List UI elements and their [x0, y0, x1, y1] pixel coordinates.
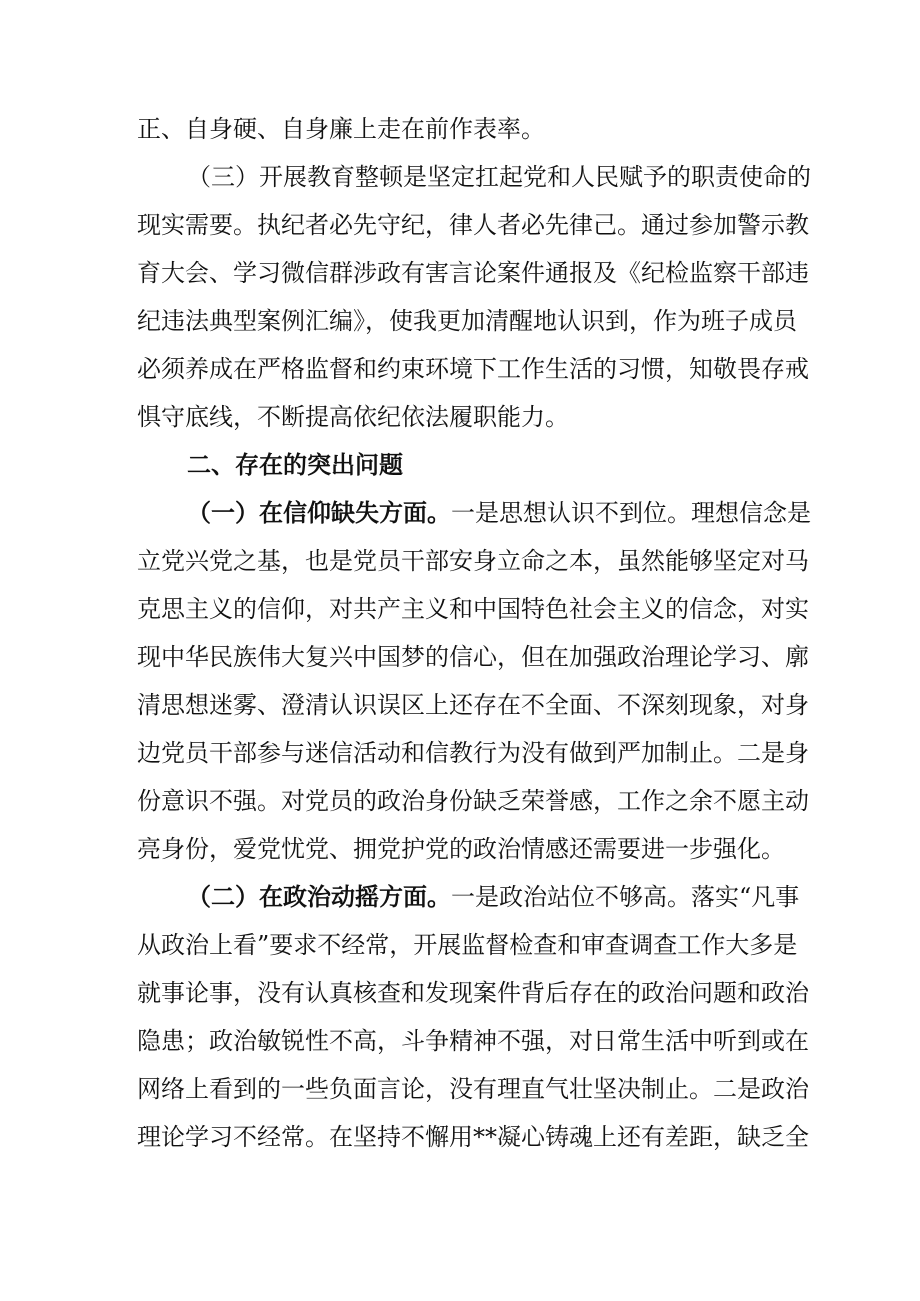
subsection-first-line	[137, 873, 800, 921]
subsection-first-line-text: 一是政治站位不够高。落实“凡事	[451, 883, 800, 911]
paragraph-line: （三）开展教育整顿是坚定扛起党和人民赋予的职责使命的	[187, 163, 811, 191]
paragraph-line: 就事论事，没有认真核查和发现案件背后存在的政治问题和政治	[137, 979, 809, 1007]
paragraph-line: 现实需要。执纪者必先守纪，律人者必先律己。通过参加警示教	[137, 211, 809, 239]
paragraph-line: 克思主义的信仰，对共产主义和中国特色社会主义的信念，对实	[137, 595, 809, 623]
paragraph-line: 纪违法典型案例汇编》，使我更加清醒地认识到，作为班子成员	[137, 307, 797, 335]
paragraph-line: 份意识不强。对党员的政治身份缺乏荣誉感，工作之余不愿主动	[137, 787, 809, 815]
paragraph-line: 惧守底线，不断提高依纪依法履职能力。	[137, 403, 569, 431]
paragraph-line: 立党兴党之基，也是党员干部安身立命之本，虽然能够坚定对马	[137, 547, 809, 575]
paragraph-line: 从政治上看”要求不经常，开展监督检查和审查调查工作大多是	[137, 931, 798, 959]
paragraph-line: 必须养成在严格监督和约束环境下工作生活的习惯，知敬畏存戒	[137, 355, 809, 383]
paragraph-line: 育大会、学习微信群涉政有害言论案件通报及《纪检监察干部违	[137, 259, 809, 287]
paragraph-line: 理论学习不经常。在坚持不懈用**凝心铸魂上还有差距，缺乏全	[137, 1123, 809, 1151]
subsection-first-line-text: 一是思想认识不到位。理想信念是	[451, 499, 811, 527]
subsection-first-line	[137, 489, 811, 537]
subsection-title: （一）在信仰缺失方面。	[187, 498, 451, 527]
paragraph-line: 网络上看到的一些负面言论，没有理直气壮坚决制止。二是政治	[137, 1075, 809, 1103]
paragraph-3	[137, 153, 811, 441]
paragraph-line: 边党员干部参与迷信活动和信教行为没有做到严加制止。二是身	[137, 739, 809, 767]
paragraph-line: 亮身份，爱党忧党、拥党护党的政治情感还需要进一步强化。	[137, 835, 785, 863]
subsection-1	[137, 489, 811, 873]
paragraph-line: 现中华民族伟大复兴中国梦的信心，但在加强政治理论学习、廓	[137, 643, 809, 671]
continuation-line: 正、自身硬、自身廉上走在前作表率。	[137, 115, 545, 143]
subsection-title: （二）在政治动摇方面。	[187, 882, 451, 911]
subsection-2	[137, 873, 809, 1161]
document-body	[137, 105, 811, 1161]
paragraph-line: 清思想迷雾、澄清认识误区上还存在不全面、不深刻现象，对身	[137, 691, 809, 719]
section-heading: 二、存在的突出问题	[187, 451, 403, 479]
paragraph-line: 隐患；政治敏锐性不高，斗争精神不强，对日常生活中听到或在	[137, 1027, 809, 1055]
